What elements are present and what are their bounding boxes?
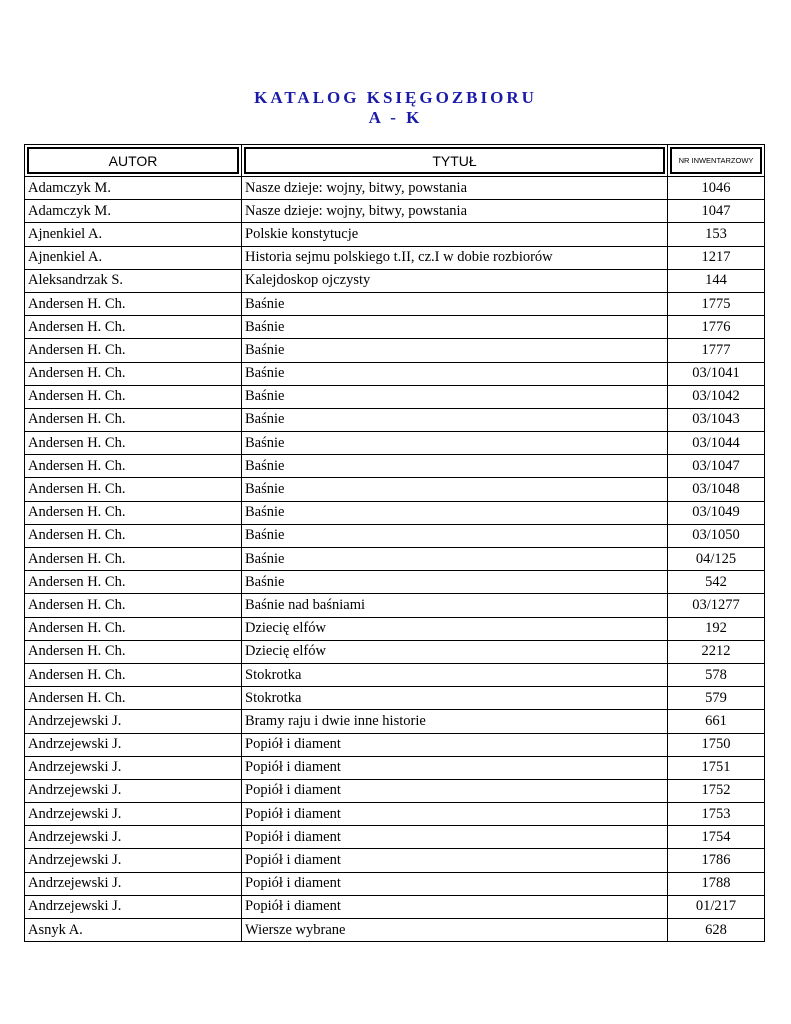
table-row — [25, 177, 765, 200]
cell-inventory: 1046 — [668, 177, 765, 200]
cell-author: Adamczyk M. — [25, 177, 242, 200]
cell-inventory: 03/1047 — [668, 455, 765, 478]
cell-inventory: 1754 — [668, 826, 765, 849]
cell-inventory: 1777 — [668, 339, 765, 362]
catalog-range: A - K — [368, 108, 423, 127]
cell-title: Kalejdoskop ojczysty — [242, 269, 668, 292]
cell-author: Andersen H. Ch. — [25, 292, 242, 315]
catalog-table — [24, 144, 765, 942]
cell-author: Andersen H. Ch. — [25, 432, 242, 455]
cell-inventory: 1750 — [668, 733, 765, 756]
table-row — [25, 710, 765, 733]
cell-title: Baśnie — [242, 501, 668, 524]
cell-inventory: 03/1277 — [668, 594, 765, 617]
header-inventory: NR INWENTARZOWY — [668, 145, 765, 177]
cell-title: Baśnie — [242, 571, 668, 594]
table-row — [25, 524, 765, 547]
cell-author: Andersen H. Ch. — [25, 663, 242, 686]
cell-author: Andrzejewski J. — [25, 872, 242, 895]
cell-author: Andersen H. Ch. — [25, 385, 242, 408]
cell-title: Baśnie — [242, 478, 668, 501]
cell-author: Andrzejewski J. — [25, 895, 242, 918]
cell-inventory: 1776 — [668, 316, 765, 339]
table-row — [25, 478, 765, 501]
table-row — [25, 640, 765, 663]
cell-inventory: 1786 — [668, 849, 765, 872]
table-row — [25, 663, 765, 686]
cell-title: Stokrotka — [242, 663, 668, 686]
cell-title: Baśnie — [242, 362, 668, 385]
cell-inventory: 628 — [668, 919, 765, 942]
cell-title: Polskie konstytucje — [242, 223, 668, 246]
cell-title: Popiół i diament — [242, 779, 668, 802]
cell-title: Historia sejmu polskiego t.II, cz.I w dobie rozbiorów — [242, 246, 668, 269]
cell-author: Andersen H. Ch. — [25, 548, 242, 571]
cell-inventory: 03/1050 — [668, 524, 765, 547]
cell-inventory: 1752 — [668, 779, 765, 802]
cell-title: Popiół i diament — [242, 803, 668, 826]
table-row — [25, 269, 765, 292]
cell-title: Baśnie — [242, 292, 668, 315]
cell-inventory: 1751 — [668, 756, 765, 779]
cell-author: Andersen H. Ch. — [25, 687, 242, 710]
table-row — [25, 385, 765, 408]
table-row — [25, 803, 765, 826]
table-row — [25, 687, 765, 710]
table-row — [25, 292, 765, 315]
cell-author: Andersen H. Ch. — [25, 478, 242, 501]
cell-author: Andrzejewski J. — [25, 733, 242, 756]
cell-inventory: 03/1041 — [668, 362, 765, 385]
header-row — [25, 145, 765, 177]
cell-title: Baśnie — [242, 385, 668, 408]
cell-author: Andersen H. Ch. — [25, 339, 242, 362]
cell-title: Baśnie — [242, 408, 668, 431]
cell-inventory: 03/1044 — [668, 432, 765, 455]
cell-title: Popiół i diament — [242, 895, 668, 918]
cell-title: Baśnie — [242, 316, 668, 339]
cell-title: Baśnie — [242, 432, 668, 455]
table-row — [25, 895, 765, 918]
cell-author: Aleksandrzak S. — [25, 269, 242, 292]
table-row — [25, 594, 765, 617]
cell-title: Stokrotka — [242, 687, 668, 710]
cell-title: Baśnie — [242, 455, 668, 478]
cell-inventory: 1775 — [668, 292, 765, 315]
cell-title: Dziecię elfów — [242, 617, 668, 640]
cell-title: Popiół i diament — [242, 849, 668, 872]
cell-author: Adamczyk M. — [25, 200, 242, 223]
cell-inventory: 578 — [668, 663, 765, 686]
table-row — [25, 849, 765, 872]
table-row — [25, 919, 765, 942]
cell-author: Asnyk A. — [25, 919, 242, 942]
table-row — [25, 501, 765, 524]
cell-author: Andersen H. Ch. — [25, 316, 242, 339]
catalog-title: KATALOG KSIĘGOZBIORU — [254, 88, 537, 107]
cell-title: Baśnie nad baśniami — [242, 594, 668, 617]
table-row — [25, 200, 765, 223]
cell-author: Andrzejewski J. — [25, 779, 242, 802]
cell-title: Wiersze wybrane — [242, 919, 668, 942]
cell-author: Andersen H. Ch. — [25, 362, 242, 385]
cell-author: Andrzejewski J. — [25, 849, 242, 872]
cell-inventory: 153 — [668, 223, 765, 246]
table-row — [25, 826, 765, 849]
cell-title: Baśnie — [242, 339, 668, 362]
cell-author: Andersen H. Ch. — [25, 408, 242, 431]
cell-author: Ajnenkiel A. — [25, 246, 242, 269]
cell-inventory: 04/125 — [668, 548, 765, 571]
cell-title: Popiół i diament — [242, 756, 668, 779]
cell-author: Andersen H. Ch. — [25, 594, 242, 617]
table-row — [25, 408, 765, 431]
cell-author: Andersen H. Ch. — [25, 571, 242, 594]
cell-author: Andersen H. Ch. — [25, 501, 242, 524]
cell-inventory: 192 — [668, 617, 765, 640]
cell-inventory: 1047 — [668, 200, 765, 223]
table-row — [25, 548, 765, 571]
cell-inventory: 03/1042 — [668, 385, 765, 408]
cell-title: Nasze dzieje: wojny, bitwy, powstania — [242, 200, 668, 223]
cell-author: Andersen H. Ch. — [25, 617, 242, 640]
cell-inventory: 03/1049 — [668, 501, 765, 524]
table-row — [25, 316, 765, 339]
table-row — [25, 246, 765, 269]
cell-title: Dziecię elfów — [242, 640, 668, 663]
cell-title: Baśnie — [242, 524, 668, 547]
cell-title: Baśnie — [242, 548, 668, 571]
cell-author: Andersen H. Ch. — [25, 455, 242, 478]
cell-inventory: 144 — [668, 269, 765, 292]
table-row — [25, 872, 765, 895]
cell-inventory: 01/217 — [668, 895, 765, 918]
table-row — [25, 756, 765, 779]
cell-title: Popiół i diament — [242, 733, 668, 756]
header-title: TYTUŁ — [242, 145, 668, 177]
cell-inventory: 661 — [668, 710, 765, 733]
cell-inventory: 03/1048 — [668, 478, 765, 501]
cell-author: Ajnenkiel A. — [25, 223, 242, 246]
cell-title: Bramy raju i dwie inne historie — [242, 710, 668, 733]
cell-title: Popiół i diament — [242, 826, 668, 849]
cell-title: Nasze dzieje: wojny, bitwy, powstania — [242, 177, 668, 200]
cell-inventory: 03/1043 — [668, 408, 765, 431]
cell-inventory: 1753 — [668, 803, 765, 826]
table-row — [25, 432, 765, 455]
cell-author: Andersen H. Ch. — [25, 640, 242, 663]
cell-inventory: 1217 — [668, 246, 765, 269]
cell-title: Popiół i diament — [242, 872, 668, 895]
table-row — [25, 455, 765, 478]
cell-author: Andersen H. Ch. — [25, 524, 242, 547]
table-row — [25, 362, 765, 385]
cell-inventory: 542 — [668, 571, 765, 594]
header-author: AUTOR — [25, 145, 242, 177]
cell-author: Andrzejewski J. — [25, 710, 242, 733]
cell-inventory: 579 — [668, 687, 765, 710]
table-row — [25, 339, 765, 362]
cell-author: Andrzejewski J. — [25, 826, 242, 849]
cell-inventory: 1788 — [668, 872, 765, 895]
table-row — [25, 223, 765, 246]
cell-author: Andrzejewski J. — [25, 756, 242, 779]
table-row — [25, 779, 765, 802]
table-row — [25, 733, 765, 756]
table-row — [25, 571, 765, 594]
cell-author: Andrzejewski J. — [25, 803, 242, 826]
cell-inventory: 2212 — [668, 640, 765, 663]
table-row — [25, 617, 765, 640]
